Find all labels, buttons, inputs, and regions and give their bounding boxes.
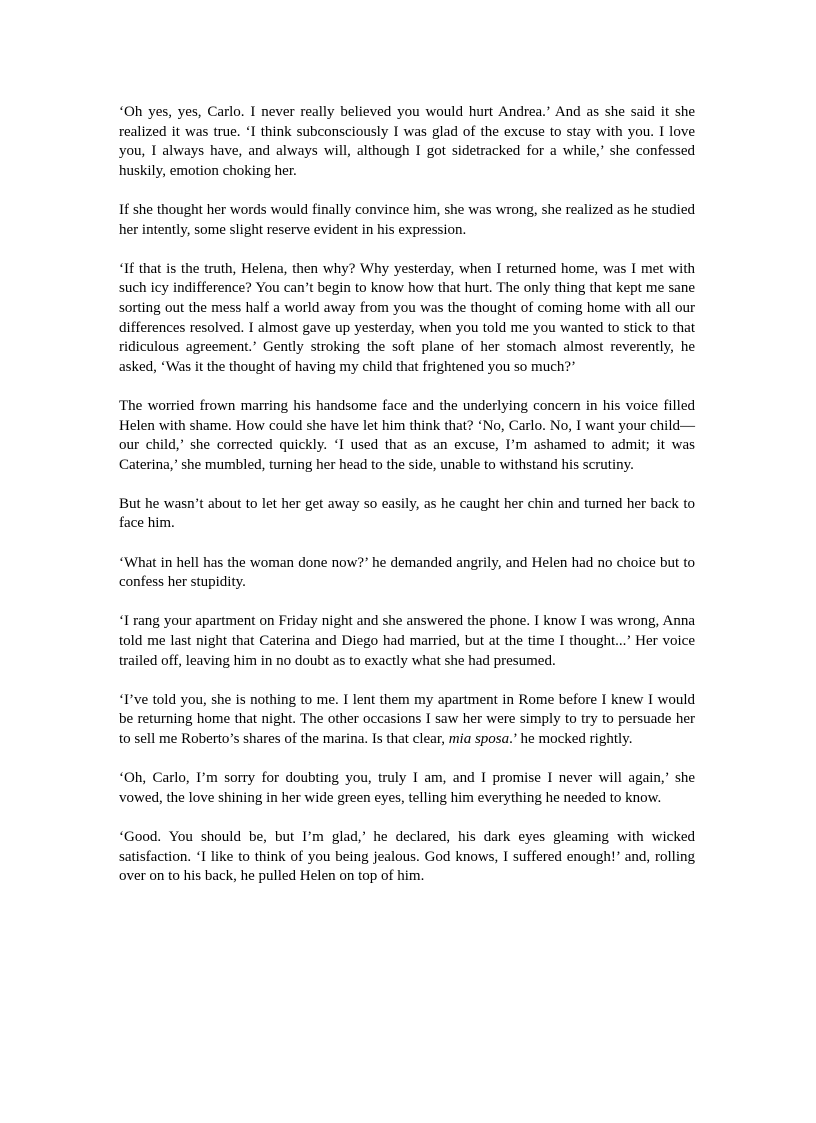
paragraph-2: If she thought her words would finally convince him, she was wrong, she realized as he studied her intently, some slight reserve evident in his expression. xyxy=(119,201,695,238)
document-page xyxy=(119,103,695,906)
paragraph-8-italic-phrase: mia sposa xyxy=(448,731,510,747)
paragraph-9: ‘Oh, Carlo, I’m sorry for doubting you, truly I am, and I promise I never will again,’ she vowed, the love shining in her wide green eyes, telling him everything he needed to know. xyxy=(119,770,695,806)
paragraph-5: But he wasn’t about to let her get away so easily, as he caught her chin and turned her back to face him. xyxy=(119,495,695,532)
paragraph-8 xyxy=(119,691,695,750)
paragraph-1: ‘Oh yes, yes, Carlo. I never really believed you would hurt Andrea.’ And as she said it she realized it was true. ‘I think subconsciously I was glad of the excuse to stay with you. I love you, I always have, and always will, although I got sidetracked for a while,’ she confessed huskily, emotion choking her. xyxy=(119,104,695,179)
paragraph-4: The worried frown marring his handsome face and the underlying concern in his voice filled Helen with shame. How could she have let him think that? ‘No, Carlo. No, I want your child—our child,’ she corrected quickly. ‘I used that as an excuse, I’m ashamed to admit; it was Caterina,’ she mumbled, turning her head to the side, unable to withstand his scrutiny. xyxy=(119,397,695,473)
paragraph-7: ‘I rang your apartment on Friday night and she answered the phone. I know I was wrong, Anna told me last night that Caterina and Diego had married, but at the time I thought...’ Her voice trailed off, leaving him in no doubt as to exactly what she had presumed. xyxy=(119,613,695,669)
paragraph-3: ‘If that is the truth, Helena, then why? Why yesterday, when I returned home, was I met with such icy indifference? You can’t begin to know how that hurt. The only thing that kept me sane sorting out the mess half a world away from you was the thought of coming home with all our differences resolved. I almost gave up yesterday, when you told me you wanted to stick to that ridiculous agreement.’ Gently stroking the soft plane of her stomach almost reverently, he asked, ‘Was it the thought of having my child that frightened you so much?’ xyxy=(119,260,695,375)
paragraph-8-end: .’ he mocked rightly. xyxy=(509,731,633,747)
paragraph-10: ‘Good. You should be, but I’m glad,’ he declared, his dark eyes gleaming with wicked satisfaction. ‘I like to think of you being jealous. God knows, I suffered enough!’ and, rolling over on to his back, he pulled Helen on top of him. xyxy=(119,828,695,885)
paragraph-8-start: ‘I’ve told you, she is nothing to me. I lent them my apartment in Rome before I knew I would be returning home that night. The other occasions I saw her were simply to try to persuade her to sell me Roberto’s shares of the marina. Is that clear, xyxy=(119,691,695,747)
paragraph-6: ‘What in hell has the woman done now?’ he demanded angrily, and Helen had no choice but to confess her stupidity. xyxy=(119,554,695,591)
